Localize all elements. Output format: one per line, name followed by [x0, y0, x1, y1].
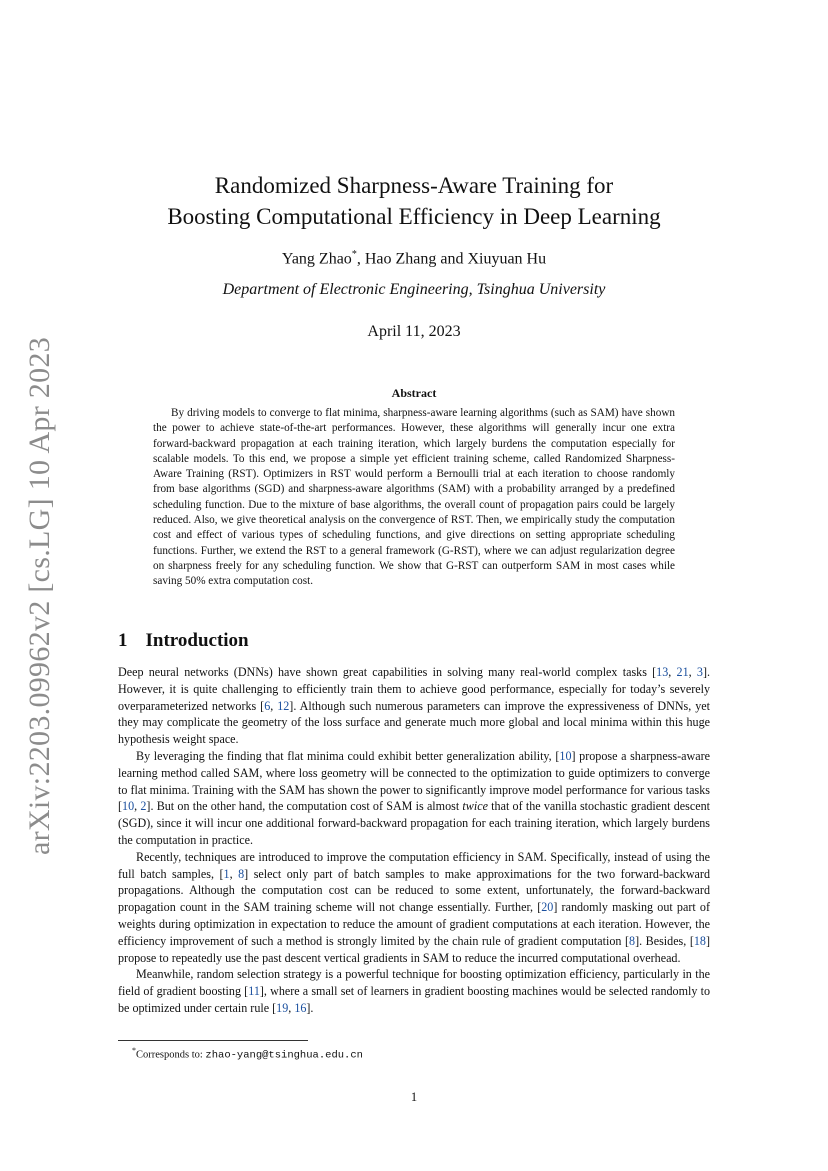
paragraph-4	[118, 966, 710, 1016]
author-rest: , Hao Zhang and Xiuyuan Hu	[356, 250, 547, 268]
citation-link[interactable]: 20	[541, 900, 554, 915]
author-footnote-mark[interactable]: *	[351, 249, 357, 260]
text-run: ]. Besides, [	[635, 933, 694, 948]
citation-link[interactable]: 10	[559, 748, 572, 763]
introduction-body	[118, 664, 710, 1017]
text-run: Meanwhile, random selection strategy is a powerful technique for boosting optimization efficiency, particularly in the field of gradient boosting [	[118, 967, 710, 999]
text-run: ,	[270, 698, 278, 713]
text-run: ,	[288, 1000, 295, 1015]
footnote-mark: *	[132, 1046, 136, 1055]
text-run: ] randomly masking out part of weights during optimization in expectation to reduce the amount of gradient computations at each iteration. However, the efficiency improvement of such a method is strongly limited by the chain rule of gradient computation [	[118, 900, 710, 948]
citation-link[interactable]: 21	[676, 665, 689, 679]
footnote-divider	[118, 1040, 308, 1041]
emphasis-twice: twice	[462, 799, 488, 814]
text-run: ]. However, it is quite challenging to efficiently train them to achieve good performance, especially for today’s severely overparameterized networks [	[118, 665, 710, 713]
title-line-2: Boosting Computational Efficiency in Deep Learning	[167, 204, 661, 229]
citation-link[interactable]: 11	[248, 984, 260, 999]
abstract-heading: Abstract	[391, 386, 437, 400]
paragraph-2	[118, 748, 710, 849]
text-run: Recently, techniques are introduced to improve the computation efficiency in SAM. Specifically, instead of using the full batch samples, [	[118, 849, 710, 881]
text-run: that of the vanilla stochastic gradient descent (SGD), since it will incur one additional forward-backward propagation for each training iteration, which largely burdens the computation in practice.	[118, 799, 710, 847]
text-run: By leveraging the finding that flat minima could exhibit better generalization ability, [	[136, 748, 560, 763]
text-run: ,	[134, 799, 141, 814]
footnote-email[interactable]: zhao-yang@tsinghua.edu.cn	[205, 1049, 363, 1062]
citation-link[interactable]: 8	[629, 933, 636, 948]
text-run: ], where a small set of learners in gradient boosting machines would be selected randomly to be optimized under certain rule [	[118, 984, 710, 1015]
text-run: ] select only part of batch samples to make approximations for the two forward-backward propagations. Although the computation cost can be reduced to some extent, unfortunately, the forward-backward propagation count in the SAM training scheme will not change essentially. Further, [	[118, 866, 710, 915]
citation-link[interactable]: 8	[238, 866, 245, 881]
section-number: 1	[118, 630, 128, 651]
title-line-1: Randomized Sharpness-Aware Training for	[214, 173, 614, 198]
text-run: ]. But on the other hand, the computation cost of SAM is almost	[146, 799, 463, 814]
text-run: ,	[229, 866, 239, 881]
text-run: Deep neural networks (DNNs) have shown great capabilities in solving many real-world complex tasks [	[118, 665, 657, 679]
footnote	[132, 1044, 363, 1063]
text-run: ].	[306, 1000, 314, 1015]
affiliation: Department of Electronic Engineering, Tsinghua University	[222, 281, 606, 298]
citation-link[interactable]: 6	[264, 698, 271, 713]
publication-date: April 11, 2023	[367, 323, 461, 340]
text-run: ] propose to repeatedly use the past descent vertical gradients in SAM to reduce the incurred computational overhead.	[118, 933, 710, 965]
section-heading	[118, 630, 249, 652]
text-run: ,	[688, 665, 697, 679]
arxiv-identifier-stamp: arXiv:2203.09962v2 [cs.LG] 10 Apr 2023	[23, 336, 56, 855]
citation-link[interactable]: 12	[277, 698, 290, 713]
author-first: Yang Zhao	[281, 250, 352, 268]
citation-link[interactable]: 13	[656, 665, 669, 679]
text-run: ]. Although such numerous parameters can improve the expressiveness of DNNs, yet they may complicate the geometry of the loss surface and generate much more global and local minima within this huge hypothesis weight space.	[118, 698, 710, 747]
citation-link[interactable]: 1	[223, 866, 230, 881]
paragraph-3	[118, 849, 710, 967]
page-number: 1	[410, 1090, 418, 1104]
section-title: Introduction	[145, 630, 249, 651]
citation-link[interactable]: 19	[276, 1000, 289, 1015]
citation-link[interactable]: 16	[294, 1000, 307, 1015]
paper-title	[118, 170, 710, 232]
citation-link[interactable]: 2	[140, 799, 147, 814]
citation-link[interactable]: 10	[122, 799, 135, 814]
citation-link[interactable]: 3	[696, 665, 703, 679]
author-list	[118, 245, 710, 269]
text-run: ,	[668, 665, 677, 679]
citation-link[interactable]: 18	[693, 933, 706, 948]
footnote-label: Corresponds to:	[136, 1049, 206, 1061]
text-run: ] propose a sharpness-aware learning method called SAM, where loss geometry will be connected to the optimization to guide optimizers to converge to flat minima. Training with the SAM has shown the power to significantly improve model performance for various tasks [	[118, 748, 711, 814]
abstract-text: By driving models to converge to flat minima, sharpness-aware learning algorithms (such as SAM) have shown the power to achieve state-of-the-art performances. However, these algorithms will generally incur one extra forward-backward propagation at each training iteration, which largely burdens the computation especially for scalable models. To this end, we propose a simple yet efficient training scheme, called Randomized Sharpness-Aware Training (RST). Optimizers in RST would perform a Bernoulli trial at each iteration to choose randomly from base algorithms (SGD) and sharpness-aware algorithms (SAM) with a probability arranged by a predefined scheduling function. Due to the mixture of base algorithms, the overall count of propagation pairs could be largely reduced. Also, we give theoretical analysis on the convergence of RST. Then, we empirically study the computation cost and effect of various types of scheduling functions, and give directions on setting appropriate scheduling functions. Further, we extend the RST to a general framework (G-RST), where we can adjust regularization degree on sharpness freely for any scheduling function. We show that G-RST can outperform SAM in most cases while saving 50% extra computation cost.	[153, 407, 675, 588]
paragraph-1	[118, 664, 710, 748]
